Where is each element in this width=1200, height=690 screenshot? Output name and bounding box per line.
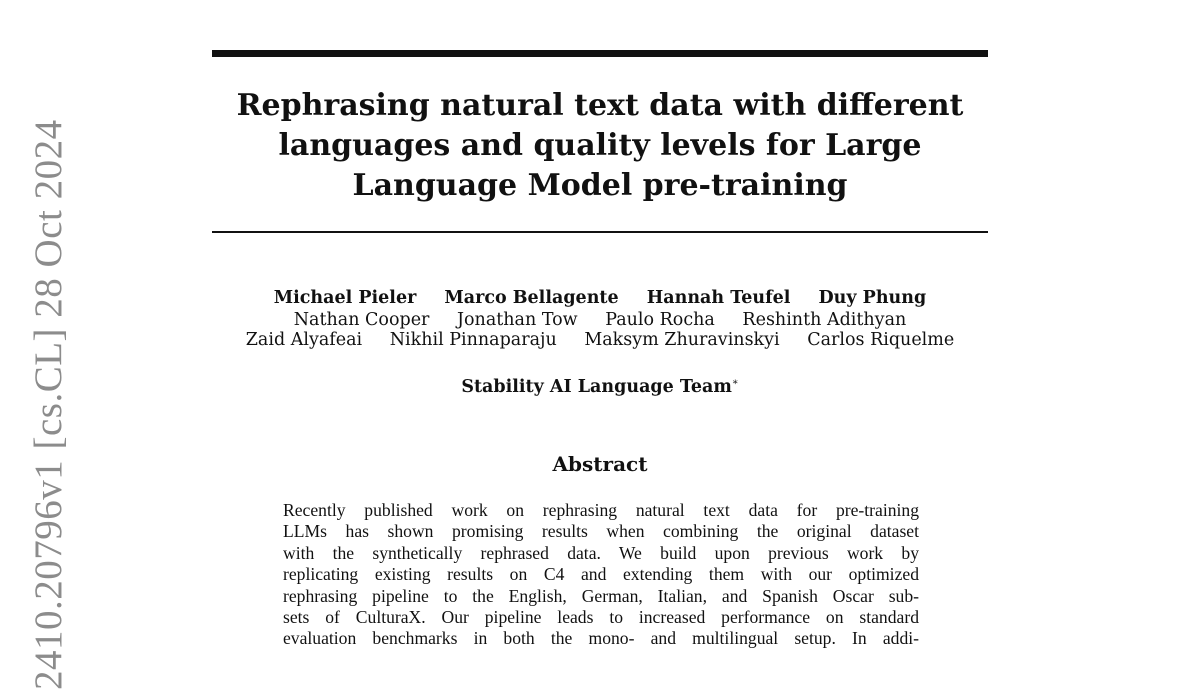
primary-authors (200, 288, 1000, 308)
title-line: Rephrasing natural text data with different (236, 88, 964, 123)
author-name: Duy Phung (818, 288, 927, 308)
author-name: Carlos Riquelme (807, 330, 955, 350)
abstract-line: replicating existing results on C4 and extending them with our optimized (283, 564, 919, 585)
author-name: Michael Pieler (273, 288, 417, 308)
author-row-2 (200, 310, 1000, 330)
abstract-line: rephrasing pipeline to the English, German, Italian, and Spanish Oscar sub- (283, 585, 919, 606)
author-name: Marco Bellagente (444, 288, 619, 308)
abstract-line: LLMs has shown promising results when combining the original dataset (283, 521, 919, 542)
title-top-rule (212, 50, 988, 57)
author-name: Reshinth Adithyan (742, 310, 907, 330)
author-name: Hannah Teufel (646, 288, 791, 308)
abstract-body (283, 500, 919, 650)
abstract-line: sets of CulturaX. Our pipeline leads to increased performance on standard (283, 607, 919, 628)
affiliation-name: Stability AI Language Team (461, 376, 732, 397)
abstract-line: Recently published work on rephrasing natural text data for pre-training (283, 500, 919, 520)
abstract-line: evaluation benchmarks in both the mono- and multilingual setup. In addi- (283, 628, 919, 649)
abstract-line: with the synthetically rephrased data. We build upon previous work by (283, 542, 919, 563)
affiliation (200, 372, 1000, 398)
title-line: languages and quality levels for Large (278, 128, 922, 163)
author-name: Zaid Alyafeai (245, 330, 363, 350)
author-name: Nathan Cooper (293, 310, 430, 330)
author-name: Maksym Zhuravinskyi (584, 330, 780, 350)
author-name: Paulo Rocha (605, 310, 715, 330)
arxiv-identifier-stamp: 2410.20796v1 [cs.CL] 28 Oct 2024 (27, 119, 70, 690)
affiliation-footnote-mark: ∗ (731, 377, 739, 388)
paper-title (212, 86, 988, 206)
title-line: Language Model pre-training (352, 168, 848, 203)
abstract-heading: Abstract (552, 452, 648, 476)
author-name: Nikhil Pinnaparaju (389, 330, 557, 350)
author-row-3 (200, 330, 1000, 350)
author-name: Jonathan Tow (457, 310, 578, 330)
title-bottom-rule (212, 231, 988, 233)
